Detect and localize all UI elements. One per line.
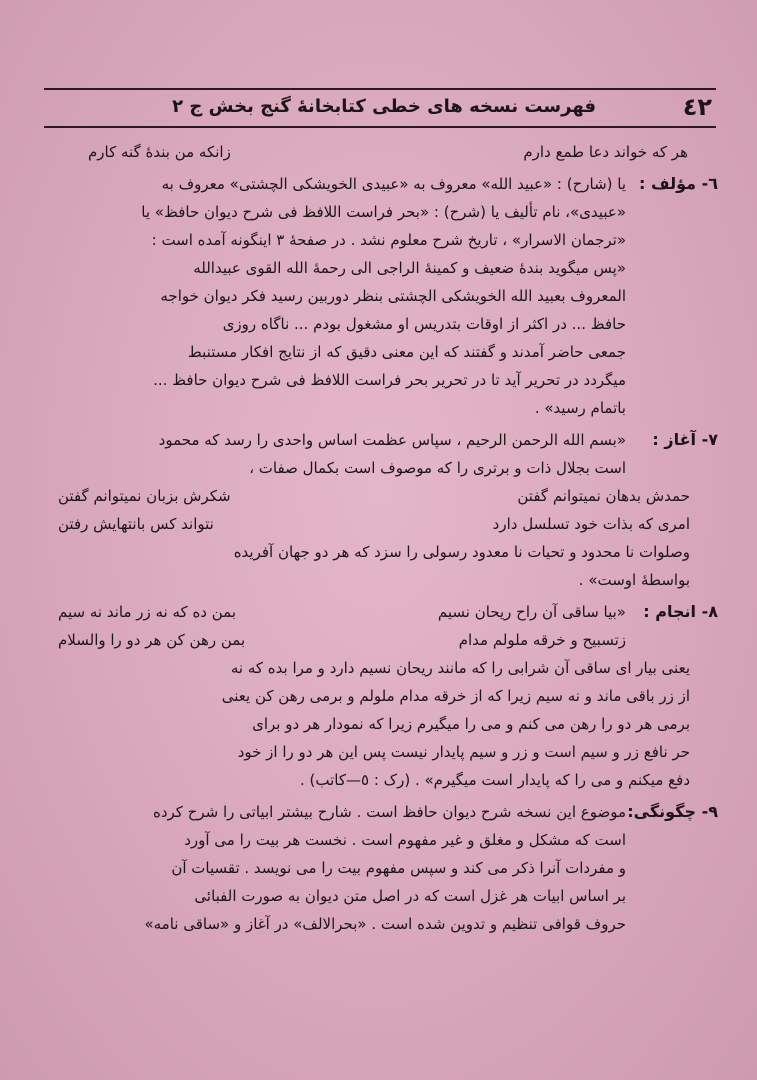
section-label: ٧- آغاز : bbox=[652, 430, 718, 449]
text-line: موضوع این نسخه شرح دیوان حافظ است . شارح بیشتر ابیاتی را شرح کرده bbox=[152, 803, 626, 821]
text-line: بر اساس ابیات هر غزل است که در اصل متن دیوان به صورت الفبائی bbox=[194, 887, 626, 905]
verse bbox=[28, 482, 718, 510]
verse bbox=[28, 510, 718, 538]
text-line: و مفردات آنرا ذکر می کند و سپس مفهوم بیت را می نویسد . تقسیات آن bbox=[171, 859, 626, 877]
verse-hemistich-right: حمدش بدهان نمیتوانم گفتن bbox=[517, 487, 690, 505]
section-ending bbox=[28, 598, 718, 794]
text-line: وصلوات نا محدود و تحیات نا معدود رسولی را سزد که هر دو جهان آفریده bbox=[233, 543, 690, 561]
text-line: «ترجمان الاسرار» ، تاریخ شرح معلوم نشد . در صفحهٔ ٣ اینگونه آمده است : bbox=[151, 231, 626, 249]
page-header bbox=[44, 88, 716, 128]
text-line: المعروف بعبید الله الخویشکی الچشتی بنظر دوربین رسید فکر دیوان خواجه bbox=[160, 287, 626, 305]
verse-hemistich-left: بمن رهن کن هر دو را والسلام bbox=[58, 631, 246, 649]
top-verse bbox=[28, 138, 718, 166]
text-line: حروف قوافی تنظیم و تدوین شده است . «بحرالالف» در آغاز و «ساقی نامه» bbox=[144, 915, 626, 933]
verse-hemistich-right: امری که بذات خود تسلسل دارد bbox=[492, 515, 690, 533]
verse-hemistich-right: زتسبیح و خرقه ملولم مدام bbox=[458, 631, 626, 649]
text-line: یا (شارح) : «عبید الله» معروف به «عبیدی الخویشکی الچشتی» معروف به bbox=[161, 175, 626, 193]
text-line: میگردد در تحریر آید تا در تحریر بحر فراست اللافظ فی شرح دیوان حافظ ... bbox=[153, 371, 626, 389]
verse-hemistich-left: زانکه من بندهٔ گنه کارم bbox=[88, 143, 231, 161]
verse-hemistich-left: شکرش بزبان نمیتوانم گفتن bbox=[58, 487, 231, 505]
text-line: از زر باقی ماند و نه سیم زیرا که از خرقه مدام ملولم و برمی رهن کن یعنی bbox=[221, 687, 690, 705]
text-line: برمی هر دو را رهن می کنم و می را میگیرم زیرا که نمودار هر دو برای bbox=[252, 715, 690, 733]
text-line: جمعی حاضر آمدند و گفتند که این معنی دقیق که از نتایج افکار مستنبط bbox=[187, 343, 626, 361]
text-line: بواسطهٔ اوست» . bbox=[578, 571, 690, 589]
verse-hemistich-right: «بیا ساقی آن راح ریحان نسیم bbox=[437, 603, 626, 621]
page-number: ٤٢ bbox=[682, 93, 712, 121]
text-line: باتمام رسید» . bbox=[534, 399, 626, 417]
verse-hemistich-left: نتواند کس بانتهایش رفتن bbox=[58, 515, 214, 533]
text-line: «بسم الله الرحمن الرحیم ، سپاس عظمت اساس واحدی را رسد که محمود bbox=[158, 431, 626, 449]
text-line: دفع میکنم و می را که پایدار است میگیرم» . (رک : ٥—کاتب) . bbox=[300, 771, 690, 789]
text-line: «پس میگوید بندهٔ ضعیف و کمینهٔ الراجی الی رحمهٔ الله القوی عبیدالله bbox=[193, 259, 626, 277]
section-author bbox=[28, 170, 718, 422]
section-label: ٩- چگونگی: bbox=[627, 802, 718, 821]
text-line: است که مشکل و مغلق و غیر مفهوم است . نخست هر بیت را می آورد bbox=[184, 831, 626, 849]
verse bbox=[28, 598, 626, 626]
text-line: است بجلال ذات و برتری را که موصوف است بکمال صفات ، bbox=[249, 459, 626, 477]
section-description bbox=[28, 798, 718, 938]
section-label: ٦- مؤلف : bbox=[639, 174, 718, 193]
section-label: ٨- انجام : bbox=[643, 602, 718, 621]
text-line: حافظ ... در اکثر از اوقات بتدریس او مشغول بودم ... ناگاه روزی bbox=[222, 315, 626, 333]
text-line: یعنی بیار ای ساقی آن شرابی را که مانند ریحان نسیم دارد و مرا بده که نه bbox=[230, 659, 690, 677]
text-line: «عبیدی»، نام تألیف یا (شرح) : «بحر فراست اللافظ فی شرح دیوان حافظ» یا bbox=[141, 203, 626, 221]
verse-hemistich-left: بمن ده که نه زر ماند نه سیم bbox=[58, 603, 237, 621]
running-title: فهرست نسخه های خطی کتابخانهٔ گنج بخش ج ٢ bbox=[172, 96, 596, 117]
page-content bbox=[28, 138, 718, 938]
section-beginning bbox=[28, 426, 718, 594]
text-line: حر نافع زر و سیم است و زر و سیم پایدار نیست پس این هر دو را از خود bbox=[237, 743, 690, 761]
verse bbox=[28, 626, 626, 654]
verse-hemistich-right: هر که خواند دعا طمع دارم bbox=[523, 143, 688, 161]
